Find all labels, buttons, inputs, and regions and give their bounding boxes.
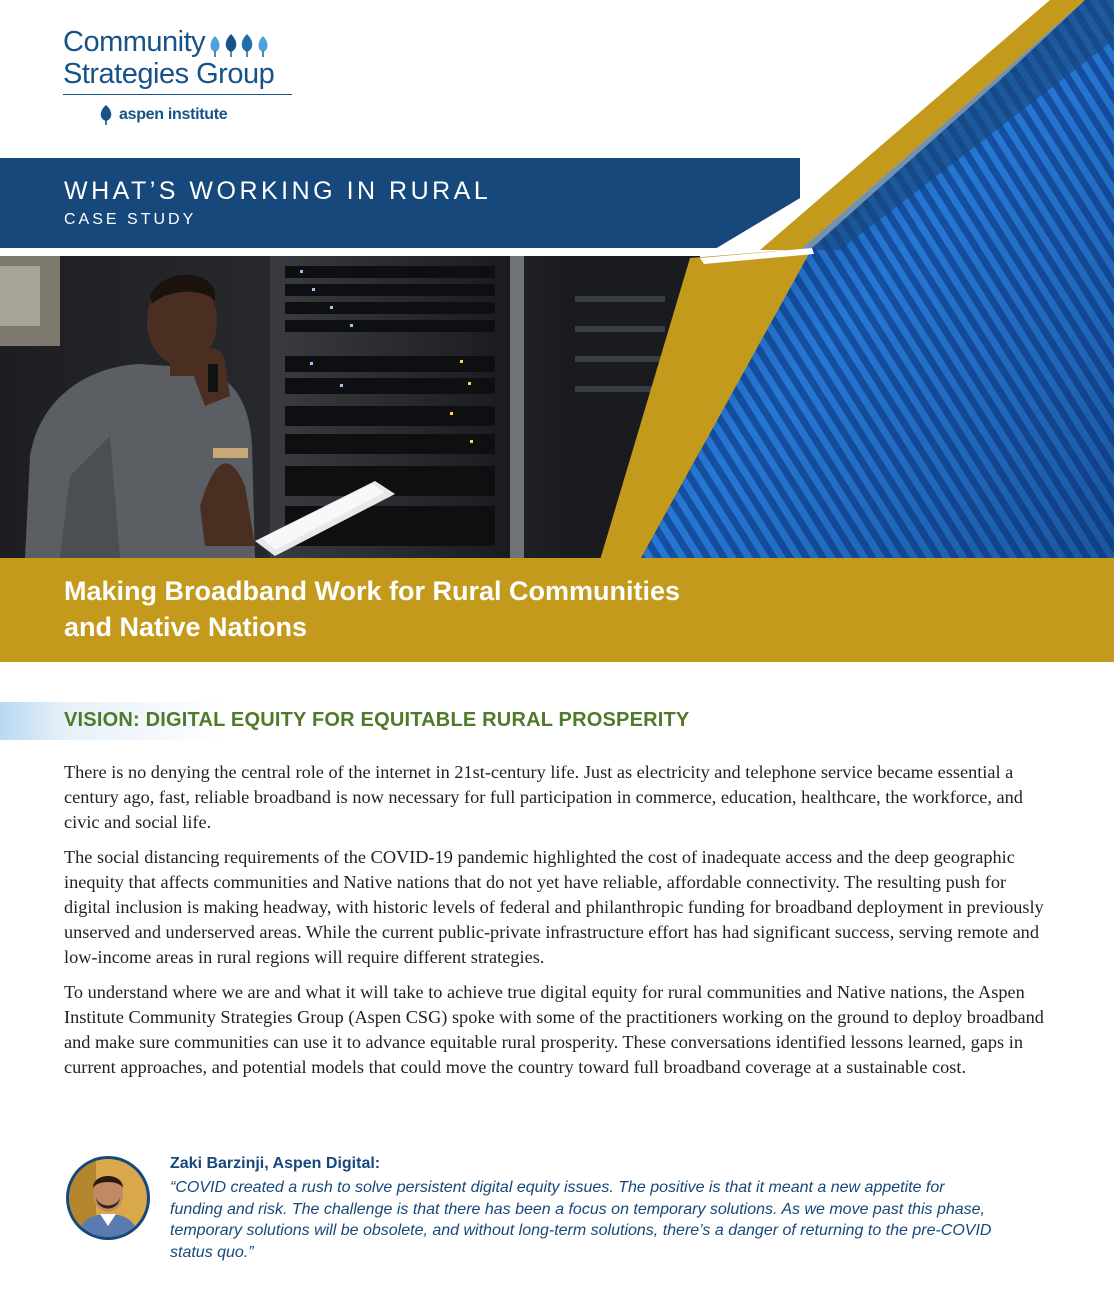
aspen-trees-icon: [207, 32, 273, 58]
server-room-photo: [0, 256, 700, 558]
quote-speaker: Zaki Barzinji, Aspen Digital:: [170, 1155, 381, 1172]
title-banner: [0, 558, 1114, 662]
aspen-leaf-icon: [97, 104, 115, 126]
document-title: [64, 573, 864, 645]
speaker-avatar: [66, 1156, 150, 1240]
csg-logo: [63, 26, 303, 126]
document-title-line-1: Making Broadband Work for Rural Communities: [64, 576, 681, 606]
body-text: [64, 760, 1054, 1090]
aspen-institute-wordmark: aspen institute: [119, 106, 228, 123]
section-heading: VISION: DIGITAL EQUITY FOR EQUITABLE RURAL PROSPERITY: [64, 709, 690, 731]
series-subtitle: CASE STUDY: [64, 211, 197, 228]
logo-line-1: Community: [63, 26, 206, 58]
paragraph: There is no denying the central role of the internet in 21st-century life. Just as electricity and telephone service became essential a century ago, fast, reliable broadband is now necessary for full participation in commerce, education, healthcare, the workforce, and civic and social life.: [64, 762, 1023, 832]
series-banner: [0, 158, 800, 248]
logo-divider: [63, 94, 292, 95]
quote-text: “COVID created a rush to solve persistent digital equity issues. The positive is that it meant a new appetite for funding and risk. The challenge is that there has been a focus on temporary solutions. As we move past this phase, temporary solutions will be obsolete, and without long-term solutions, there’s a danger of returning to the pre-COVID status quo.”: [170, 1179, 992, 1261]
document-title-line-2: and Native Nations: [64, 612, 308, 642]
series-title: WHAT’S WORKING IN RURAL: [64, 177, 492, 205]
paragraph: The social distancing requirements of the COVID-19 pandemic highlighted the cost of inadequate access and the deep geographic inequity that affects communities and Native nations that do not yet have reliable, affordable connectivity. The resulting push for digital inclusion is making headway, with historic levels of federal and philanthropic funding for broadband deployment in previously unserved and underserved areas. While the current public-private infrastructure effort has had significant success, serving remote and low-income areas in rural regions will require different strategies.: [64, 847, 1044, 967]
logo-line-2: Strategies Group: [63, 58, 275, 90]
paragraph: To understand where we are and what it will take to achieve true digital equity for rural communities and Native nations, the Aspen Institute Community Strategies Group (Aspen CSG) spoke with some of the practitioners working on the ground to deploy broadband and make sure communities can use it to advance equitable rural prosperity. These conversations identified lessons learned, gaps in current approaches, and potential models that could move the country toward full broadband coverage at a sustainable cost.: [64, 982, 1044, 1077]
